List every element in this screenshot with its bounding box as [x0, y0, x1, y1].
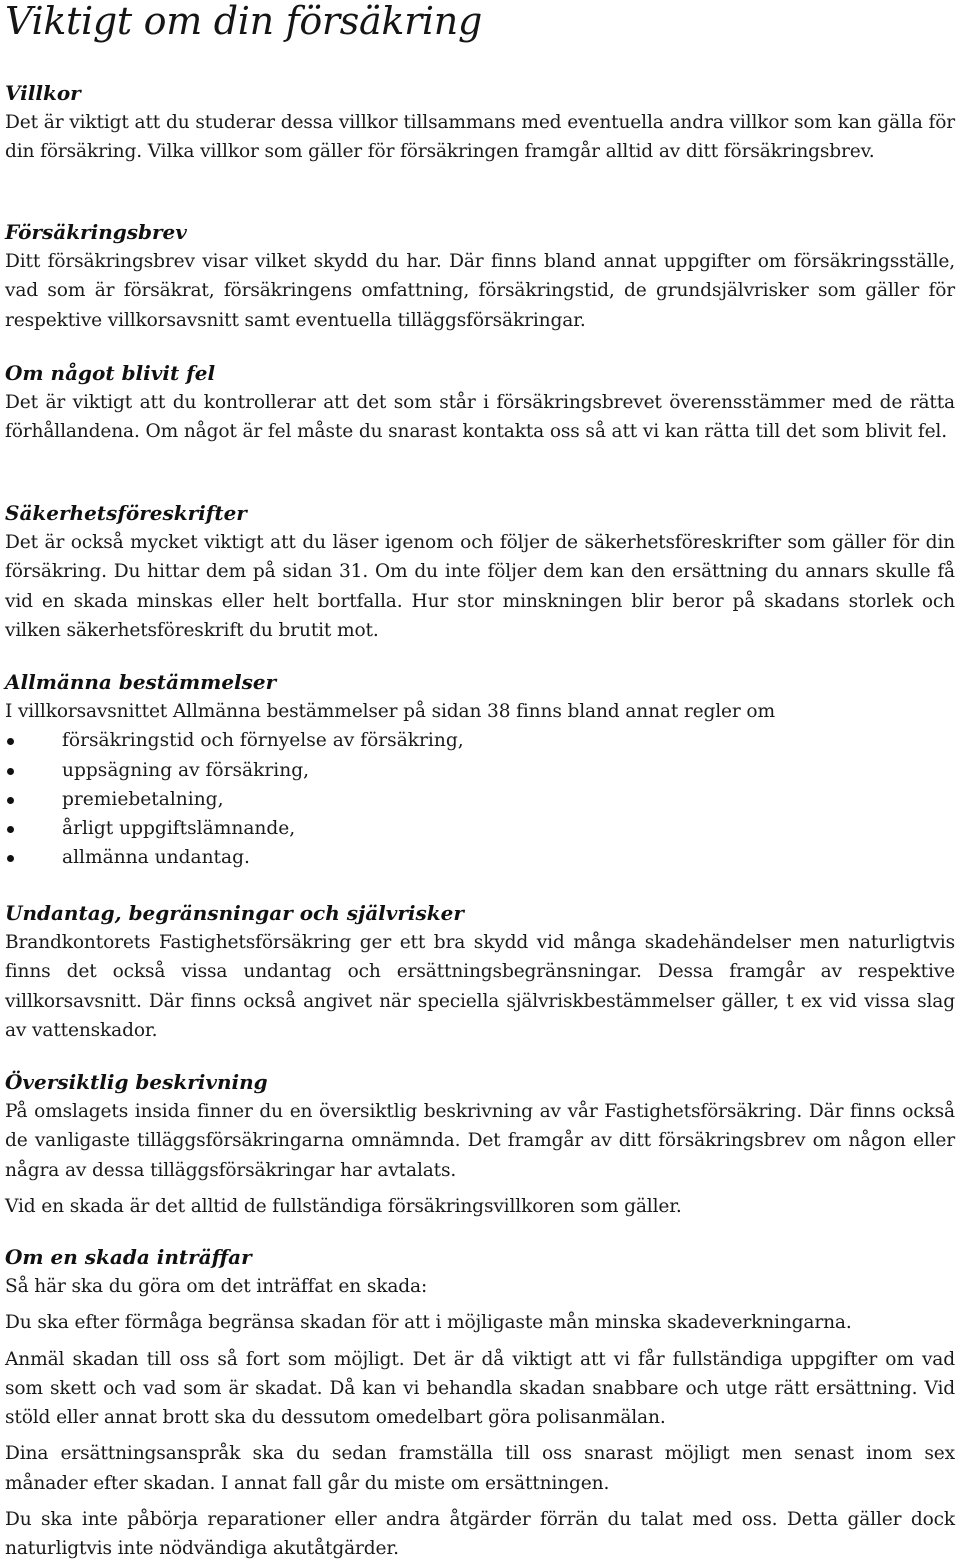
section-forsakringsbrev: [5, 218, 955, 335]
list-item-text: försäkringstid och förnyelse av försäkring,: [62, 730, 464, 752]
list-item-text: premiebetalning,: [62, 788, 224, 810]
list-item-text: uppsägning av försäkring,: [62, 759, 310, 781]
heading-sakerhetsforeskrifter: Säkerhetsföreskrifter: [5, 501, 247, 525]
list-item: [5, 726, 955, 755]
bullet-icon: [7, 738, 14, 745]
text-forsakringsbrev: Ditt försäkringsbrev visar vilket skydd du har. Där finns bland annat uppgifter om försäkringsställe, vad som är försäkrat, försäkringens omfattning, försäkringstid, de grundsjälvrisker som gäller för respektive villkorsavsnitt samt eventuella tilläggsförsäkringar.: [5, 251, 955, 331]
text-allmanna-bestammelser: I villkorsavsnittet Allmänna bestämmelser på sidan 38 finns bland annat regler om: [5, 701, 775, 722]
heading-villkor: Villkor: [5, 81, 81, 105]
list-item: [5, 843, 955, 872]
text-skada-p2: Anmäl skadan till oss så fort som möjligt. Det är då viktigt att vi får fullständiga uppgifter om vad som skett och vad som är skadat. Då kan vi behandla skadan snabbare och utge rätt ersättning. Vid stöld eller annat brott ska du dessutom omedelbart göra polisanmälan.: [5, 1348, 955, 1429]
bullet-icon: [7, 768, 14, 775]
text-undantag: Brandkontorets Fastighetsförsäkring ger ett bra skydd vid många skadehändelser men naturligtvis finns det också vissa undantag och ersättningsbegränsningar. Dessa framgår av respektive villkorsavsnitt. Där finns också angivet när speciella självriskbestämmelser gäller, t ex vid vissa slag av vattenskador.: [5, 932, 955, 1041]
list-item: [5, 785, 955, 814]
text-skada-p1: Du ska efter förmåga begränsa skadan för att i möjligaste mån minska skadeverkningarna.: [5, 1312, 852, 1334]
text-skada-p3: Dina ersättningsanspråk ska du sedan framställa till oss snarast möjligt men senast inom sex månader efter skadan. I annat fall går du miste om ersättningen.: [5, 1443, 955, 1494]
text-skada-p4: Du ska inte påbörja reparationer eller andra åtgärder förrän du talat med oss. Detta gäller dock naturligtvis inte nödvändiga akutåtgärder.: [5, 1509, 955, 1560]
text-skada-intro: Så här ska du göra om det inträffat en skada:: [5, 1276, 428, 1297]
list-item-text: årligt uppgiftslämnande,: [62, 818, 296, 840]
heading-oversiktlig-beskrivning: Översiktlig beskrivning: [5, 1070, 268, 1094]
section-villkor: [5, 79, 955, 167]
heading-allmanna-bestammelser: Allmänna bestämmelser: [5, 670, 277, 694]
heading-om-en-skada-intraffar: Om en skada inträffar: [5, 1245, 252, 1269]
bullet-icon: [7, 826, 14, 833]
text-villkor: Det är viktigt att du studerar dessa villkor tillsammans med eventuella andra villkor som kan gälla för din försäkring. Vilka villkor som gäller för försäkringen framgår alltid av ditt försäkringsbrev.: [5, 112, 955, 163]
text-oversiktlig-beskrivning-2: Vid en skada är det alltid de fullständiga försäkringsvillkoren som gäller.: [5, 1195, 682, 1217]
section-allmanna-bestammelser: [5, 668, 955, 873]
section-om-en-skada-intraffar: [5, 1243, 955, 1564]
heading-undantag: Undantag, begränsningar och självrisker: [5, 901, 464, 925]
list-item-text: allmänna undantag.: [62, 847, 250, 869]
section-undantag: [5, 899, 955, 1045]
section-sakerhetsforeskrifter: [5, 499, 955, 645]
section-om-nagot-blivit-fel: [5, 359, 955, 447]
text-om-nagot-blivit-fel: Det är viktigt att du kontrollerar att det som står i försäkringsbrevet överensstämmer med de rätta förhållandena. Om något är fel måste du snarast kontakta oss så att vi kan rätta till det som blivit fel.: [5, 392, 955, 443]
section-oversiktlig-beskrivning: [5, 1068, 955, 1221]
bullet-icon: [7, 855, 14, 862]
heading-om-nagot-blivit-fel: Om något blivit fel: [5, 361, 216, 385]
text-sakerhetsforeskrifter: Det är också mycket viktigt att du läser igenom och följer de säkerhetsföreskrifter som gäller för din försäkring. Du hittar dem på sidan 31. Om du inte följer dem kan den ersättning du annars skulle få vid en skada minskas eller helt bortfalla. Hur stor minskningen blir beror på skadans storlek och vilken säkerhetsföreskrift du brutit mot.: [5, 532, 955, 641]
list-item: [5, 756, 955, 785]
text-oversiktlig-beskrivning: På omslagets insida finner du en översiktlig beskrivning av vår Fastighetsförsäkring. Där finns också de vanligaste tilläggsförsäkringarna omnämnda. Det framgår av ditt försäkringsbrev om någon eller några av dessa tilläggsförsäkringar har avtalats.: [5, 1101, 955, 1181]
heading-forsakringsbrev: Försäkringsbrev: [5, 220, 187, 244]
bullet-list: [5, 726, 955, 872]
page-title: Viktigt om din försäkring: [5, 0, 482, 43]
list-item: [5, 814, 955, 843]
bullet-icon: [7, 797, 14, 804]
